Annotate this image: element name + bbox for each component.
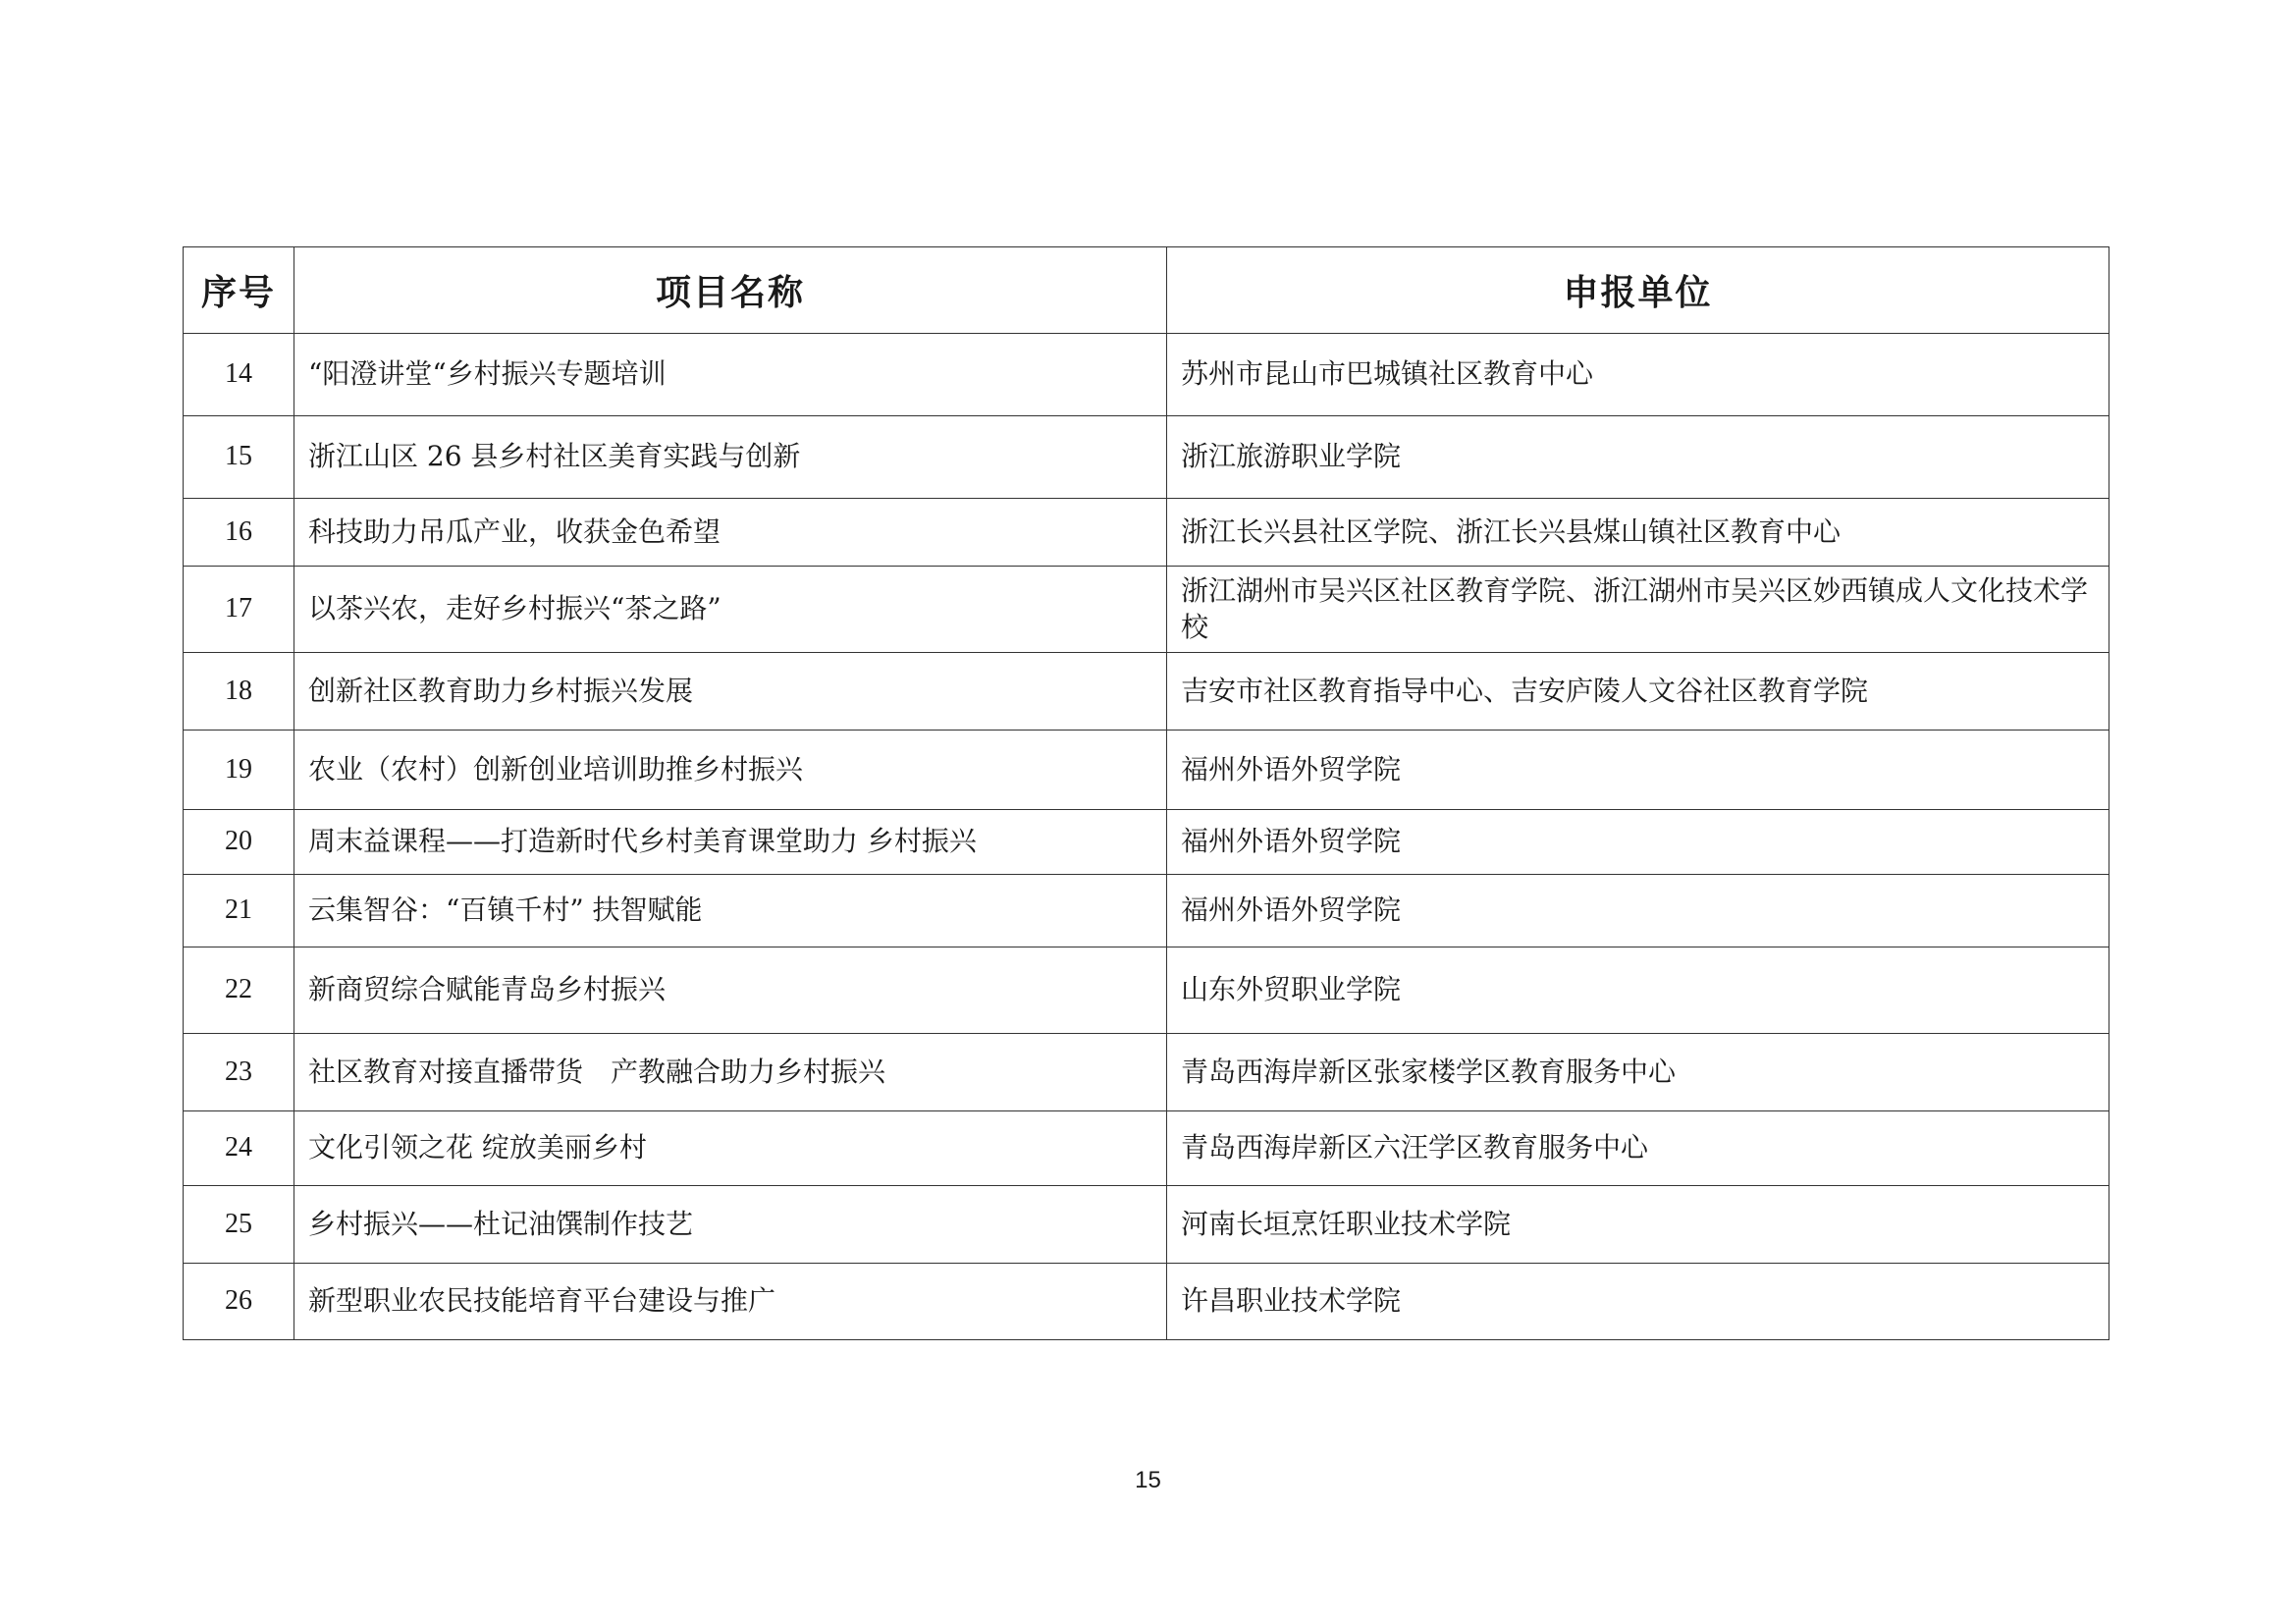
project-table xyxy=(183,246,2109,1340)
row-project-name: 浙江山区 26 县乡村社区美育实践与创新 xyxy=(294,416,1167,499)
row-number: 15 xyxy=(184,416,294,499)
row-number: 17 xyxy=(184,567,294,653)
table-row xyxy=(184,334,2109,416)
page-number: 15 xyxy=(1135,1467,1161,1493)
row-number: 24 xyxy=(184,1111,294,1186)
row-project-name: 周末益课程——打造新时代乡村美育课堂助力 乡村振兴 xyxy=(294,810,1167,875)
row-number: 20 xyxy=(184,810,294,875)
row-applicant-unit: 河南长垣烹饪职业技术学院 xyxy=(1167,1186,2109,1264)
row-applicant-unit: 浙江湖州市吴兴区社区教育学院、浙江湖州市吴兴区妙西镇成人文化技术学校 xyxy=(1167,567,2109,653)
row-project-name: 文化引领之花 绽放美丽乡村 xyxy=(294,1111,1167,1186)
header-project-name: 项目名称 xyxy=(294,247,1167,334)
table-row xyxy=(184,567,2109,653)
row-number: 14 xyxy=(184,334,294,416)
row-number: 25 xyxy=(184,1186,294,1264)
table-row xyxy=(184,731,2109,810)
table-row xyxy=(184,653,2109,731)
row-project-name: 乡村振兴——杜记油馔制作技艺 xyxy=(294,1186,1167,1264)
table-row xyxy=(184,416,2109,499)
row-applicant-unit: 福州外语外贸学院 xyxy=(1167,731,2109,810)
table-row xyxy=(184,499,2109,567)
table-row xyxy=(184,947,2109,1034)
row-applicant-unit: 浙江旅游职业学院 xyxy=(1167,416,2109,499)
row-number: 19 xyxy=(184,731,294,810)
row-project-name: “阳澄讲堂“乡村振兴专题培训 xyxy=(294,334,1167,416)
table-row xyxy=(184,1111,2109,1186)
row-project-name: 农业（农村）创新创业培训助推乡村振兴 xyxy=(294,731,1167,810)
table-row xyxy=(184,1186,2109,1264)
row-applicant-unit: 许昌职业技术学院 xyxy=(1167,1264,2109,1340)
row-applicant-unit: 福州外语外贸学院 xyxy=(1167,875,2109,947)
row-number: 18 xyxy=(184,653,294,731)
row-applicant-unit: 青岛西海岸新区张家楼学区教育服务中心 xyxy=(1167,1034,2109,1111)
row-applicant-unit: 苏州市昆山市巴城镇社区教育中心 xyxy=(1167,334,2109,416)
row-number: 16 xyxy=(184,499,294,567)
row-applicant-unit: 浙江长兴县社区学院、浙江长兴县煤山镇社区教育中心 xyxy=(1167,499,2109,567)
header-applicant-unit: 申报单位 xyxy=(1167,247,2109,334)
row-number: 26 xyxy=(184,1264,294,1340)
row-number: 21 xyxy=(184,875,294,947)
row-applicant-unit: 福州外语外贸学院 xyxy=(1167,810,2109,875)
row-project-name: 以茶兴农，走好乡村振兴“茶之路” xyxy=(294,567,1167,653)
row-applicant-unit: 吉安市社区教育指导中心、吉安庐陵人文谷社区教育学院 xyxy=(1167,653,2109,731)
row-applicant-unit: 山东外贸职业学院 xyxy=(1167,947,2109,1034)
row-applicant-unit: 青岛西海岸新区六汪学区教育服务中心 xyxy=(1167,1111,2109,1186)
row-number: 22 xyxy=(184,947,294,1034)
row-number: 23 xyxy=(184,1034,294,1111)
table-row xyxy=(184,875,2109,947)
row-project-name: 云集智谷：“百镇千村” 扶智赋能 xyxy=(294,875,1167,947)
row-project-name: 创新社区教育助力乡村振兴发展 xyxy=(294,653,1167,731)
table-header-row xyxy=(184,247,2109,334)
table-row xyxy=(184,810,2109,875)
header-number: 序号 xyxy=(184,247,294,334)
row-project-name: 新商贸综合赋能青岛乡村振兴 xyxy=(294,947,1167,1034)
table-row xyxy=(184,1034,2109,1111)
table-row xyxy=(184,1264,2109,1340)
row-project-name: 科技助力吊瓜产业，收获金色希望 xyxy=(294,499,1167,567)
row-project-name: 新型职业农民技能培育平台建设与推广 xyxy=(294,1264,1167,1340)
row-project-name: 社区教育对接直播带货 产教融合助力乡村振兴 xyxy=(294,1034,1167,1111)
